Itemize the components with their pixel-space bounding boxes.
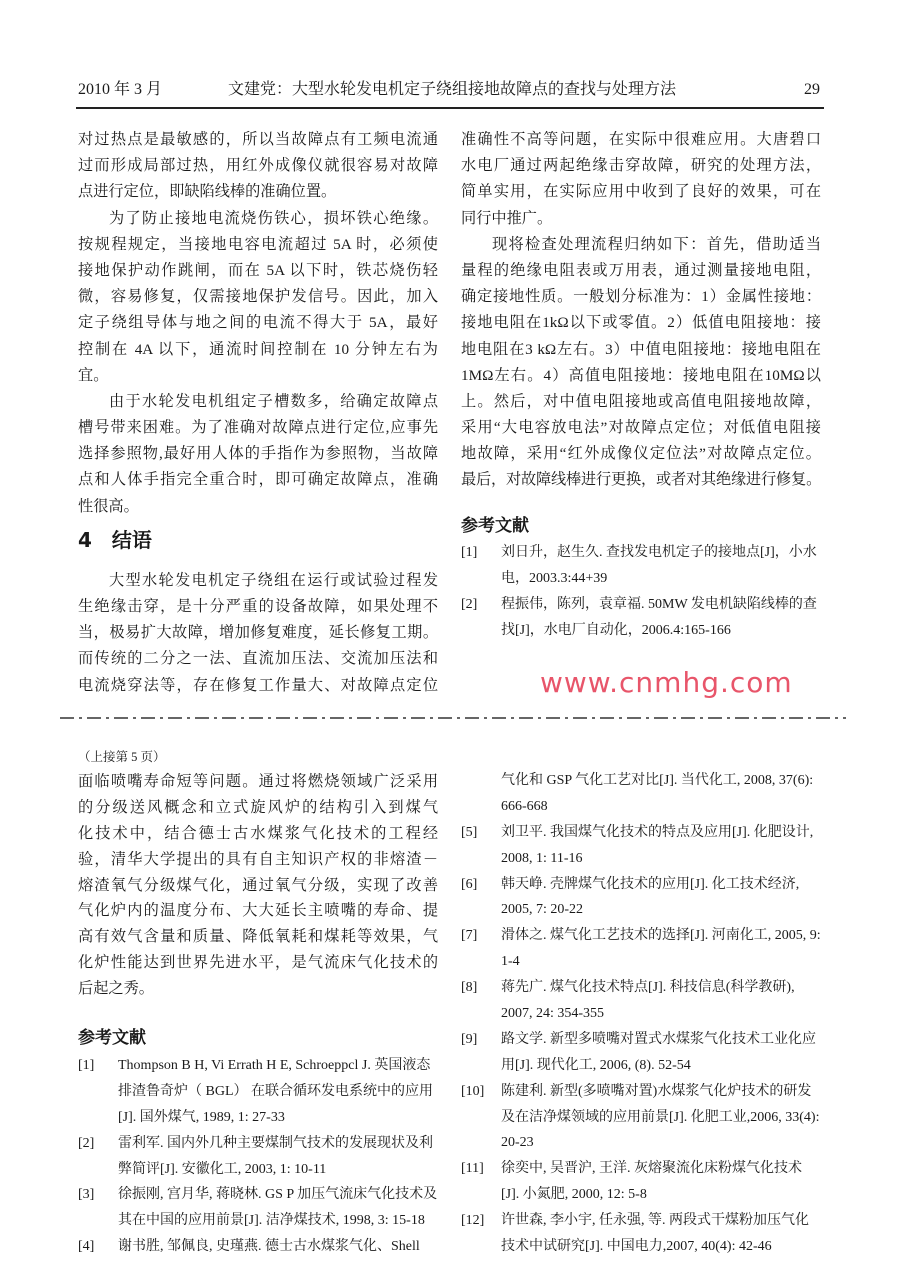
paragraph [461,127,821,232]
reference-line: 666-668 [501,798,548,814]
reference-number: [11] [461,1161,484,1177]
text-line: 电流烧穿法等，存在修复工作量大、对故障点定位 [78,676,438,694]
text-line: 地故障，采用“红外成像仪定位法”对故障点定位。 [461,445,821,463]
reference-text [118,1234,438,1260]
reference-line: 滑体之. 煤气化工艺技术的选择[J]. 河南化工, 2005, 9: [501,928,821,944]
reference-line: 2005, 7: 20-22 [501,902,584,918]
reference-text [118,1053,438,1131]
reference-item [461,923,821,975]
paragraph [78,206,438,389]
reference-line: 路文学. 新型多喷嘴对置式水煤浆气化技术工业化应 [501,1031,816,1047]
text-line: 当，极易扩大故障，增加修复难度，延长修复工期。 [78,624,438,642]
reference-text [501,1156,821,1208]
header-rule [76,107,824,109]
reference-text [118,1182,438,1234]
article-column-right [461,127,821,644]
text-line: 同行中推广。 [461,209,553,227]
continued-column-left [78,745,438,1260]
page-number: 29 [804,81,820,98]
reference-number: [3] [78,1187,95,1203]
reference-text [501,820,821,872]
text-line: 的分级送风概念和立式旋风炉的结构引入到煤气 [78,798,438,816]
references-heading: 参考文献 [461,515,529,536]
paragraph [78,769,438,1002]
reference-line: 程振伟，陈列，袁章福. 50MW 发电机缺陷线棒的查 [501,597,817,612]
reference-line: 雷利军. 国内外几种主要煤制气技术的发展现状及利 [118,1135,433,1151]
reference-item [461,592,821,644]
text-line: 微，容易修复，仅需接地保护发信号。因此，加入 [78,288,438,306]
text-line: 确定接地性质。一般划分标准为：1）金属性接地： [461,288,821,306]
reference-number [461,768,501,794]
text-line: 由于水轮发电机组定子槽数多，给确定故障点 [109,392,438,410]
paragraph [78,389,438,520]
reference-line: 韩天峥. 壳牌煤气化技术的应用[J]. 化工技术经济, [501,876,800,892]
reference-number: [2] [461,597,478,612]
text-line: 按规程规定，当接地电容电流超过 5A 时，必须使 [78,235,438,253]
paragraph [461,232,821,494]
reference-line: [J]. 国外煤气, 1989, 1: 27-33 [118,1109,285,1125]
running-header-title: 文建党：大型水轮发电机定子绕组接地故障点的查找与处理方法 [228,81,677,98]
article-column-left [78,127,438,699]
reference-number: [4] [78,1239,95,1255]
reference-item [461,975,821,1027]
reference-line: 技术中试研究[J]. 中国电力,2007, 40(4): 42-46 [501,1239,772,1255]
text-line: 高有效气含量和质量、降低氧耗和煤耗等效果，气 [78,928,438,946]
reference-number: [2] [78,1135,95,1151]
reference-line: 找[J]，水电厂自动化，2006.4:165-166 [501,623,731,639]
reference-line: 其在中国的应用前景[J]. 洁净煤技术, 1998, 3: 15-18 [118,1213,425,1229]
reference-line: 徐振刚, 宫月华, 蒋晓林. GS P 加压气流床气化技术及 [118,1187,438,1203]
reference-text [501,923,821,975]
continued-from-note: （上接第 5 页） [78,750,166,764]
reference-line: 谢书胜, 邹佩良, 史瑾燕. 德士古水煤浆气化、Shell [118,1239,420,1255]
text-line: 地电阻在3 kΩ左右。3）中值电阻接地：接地电阻在 [461,340,821,358]
reference-line: 徐奕中, 吴晋沪, 王洋. 灰熔聚流化床粉煤气化技术 [501,1161,802,1177]
reference-line: 弊简评[J]. 安徽化工, 2003, 1: 10-11 [118,1161,327,1177]
reference-number: [8] [461,980,478,996]
text-line: 水电厂通过两起绝缘击穿故障，研究的处理方法， [461,157,821,175]
reference-text [501,872,821,924]
section-separator [60,714,850,722]
reference-item [78,1053,438,1131]
reference-line: 20-23 [501,1135,534,1151]
text-line: 控制在 4A 以下，通流时间控制在 10 分钟左右为 [78,340,438,358]
reference-line: 2007, 24: 354-355 [501,1006,605,1022]
reference-line: 及在洁净煤领域的应用前景[J]. 化肥工业,2006, 33(4): [501,1109,820,1125]
reference-number: [1] [461,544,478,560]
reference-number: [1] [78,1058,95,1074]
text-line: 过而形成局部过热，用红外成像仪就很容易对故障 [78,157,438,175]
reference-line: 刘日升，赵生久. 查找发电机定子的接地点[J]，小水 [501,544,817,560]
text-line: 验，清华大学提出的具有自主知识产权的非熔渣－ [78,850,438,868]
reference-line: 陈建利. 新型(多喷嘴对置)水煤浆气化炉技术的研发 [501,1083,812,1099]
reference-number: [9] [461,1031,478,1047]
text-line: 熔渣氧气分级煤气化，通过氧气分级，实现了改善 [78,876,438,894]
reference-line: 许世森, 李小宇, 任永强, 等. 两段式干煤粉加压气化 [501,1213,809,1229]
text-line: 生绝缘击穿，是十分严重的设备故障，如果处理不 [78,598,438,615]
text-line: 宜。 [78,366,109,384]
text-line: 对过热点是最敏感的，所以当故障点有工频电流通 [78,131,438,148]
text-line: 点和人体手指完全重合时，即可确定故障点，准确 [78,471,438,489]
text-line: 简单实用，在实际应用中收到了良好的效果，可在 [461,183,821,201]
text-line: 准确性不高等问题，在实际中很难应用。大唐碧口 [461,131,821,148]
reference-item [461,820,821,872]
reference-line: 用[J]. 现代化工, 2006, (8). 52-54 [501,1057,691,1073]
text-line: 采用“大电容放电法”对故障点定位；对低值电阻接 [461,419,821,437]
reference-text [501,592,821,644]
text-line: 化炉性能达到世界先进水平，是气流床气化技术的 [78,954,438,972]
reference-item [78,1131,438,1183]
text-line: 而传统的二分之一法、直流加压法、交流加压法和 [78,650,438,668]
watermark: www.cnmhg.com [540,666,793,699]
text-line: 上。然后，对中值电阻接地或高值电阻接地故障， [461,392,821,410]
text-line: 气化炉内的温度分布、大大延长主喷嘴的寿命、提 [78,902,438,920]
text-line: 定子绕组导体与地之间的电流不得大于 5A，最好 [78,314,438,332]
reference-line: 蒋先广. 煤气化技术特点[J]. 科技信息(科学教研), [501,980,795,996]
text-line: 最后，对故障线棒进行更换，或者对其绝缘进行修复。 [461,471,821,489]
reference-line: 气化和 GSP 气化工艺对比[J]. 当代化工, 2008, 37(6): [501,773,814,788]
reference-line: 1-4 [501,954,520,970]
reference-number: [10] [461,1083,485,1099]
reference-item [461,1079,821,1157]
reference-item [461,768,821,820]
reference-item [461,1208,821,1260]
reference-line: [J]. 小氮肥, 2000, 12: 5-8 [501,1187,647,1203]
paragraph [78,568,438,699]
text-line: 点进行定位，即缺陷线棒的准确位置。 [78,183,337,201]
text-line: 大型水轮发电机定子绕组在运行或试验过程发 [109,571,438,589]
reference-line: 2008, 1: 11-16 [501,850,583,866]
reference-item [461,1027,821,1079]
reference-text [501,1079,821,1157]
text-line: 量程的绝缘电阻表或万用表，通过测量接地电阻， [461,261,821,279]
reference-number: [12] [461,1213,485,1229]
reference-text [501,975,821,1027]
reference-text [501,1027,821,1079]
reference-item [461,540,821,592]
references-heading: 参考文献 [78,1028,146,1049]
section-heading: 4 结语 [78,527,152,552]
reference-text [501,540,821,592]
paragraph [78,127,438,206]
reference-line: 排渣鲁奇炉（ BGL） 在联合循环发电系统中的应用 [118,1083,433,1099]
text-line: 接地电阻在1kΩ以下或零值。2）低值电阻接地：接 [461,314,821,332]
reference-item [461,872,821,924]
reference-line: 刘卫平. 我国煤气化技术的特点及应用[J]. 化肥设计, [501,824,814,840]
reference-number: [5] [461,824,478,840]
text-line: 槽号带来困难。为了准确对故障点进行定位,应事先 [78,419,438,437]
reference-line: Thompson B H, Vi Errath H E, Schroeppcl J. 英国液态 [118,1058,431,1074]
text-line: 为了防止接地电流烧伤铁心，损坏铁心绝缘。 [109,209,438,227]
reference-item [78,1234,438,1260]
reference-text [501,1208,821,1260]
reference-number: [6] [461,876,478,892]
text-line: 1MΩ左右。4）高值电阻接地：接地电阻在10MΩ以 [461,366,821,384]
reference-text [118,1131,438,1183]
text-line: 选择参照物,最好用人体的手指作为参照物，当故障 [78,445,438,463]
continued-column-right [461,768,821,1260]
text-line: 性很高。 [78,497,139,515]
text-line: 后起之秀。 [78,980,154,998]
reference-number: [7] [461,928,478,944]
running-header-date: 2010 年 3 月 [78,81,163,98]
text-line: 现将检查处理流程归纳如下：首先，借助适当 [492,235,821,253]
reference-item [461,1156,821,1208]
text-line: 面临喷嘴寿命短等问题。通过将燃烧领域广泛采用 [78,773,438,790]
reference-text [501,768,821,820]
text-line: 化技术中，结合德士古水煤浆气化技术的工程经 [78,824,438,842]
reference-item [78,1182,438,1234]
text-line: 接地保护动作跳闸，而在 5A 以下时，铁芯烧伤轻 [78,261,438,279]
reference-line: 电，2003.3:44+39 [501,570,608,586]
